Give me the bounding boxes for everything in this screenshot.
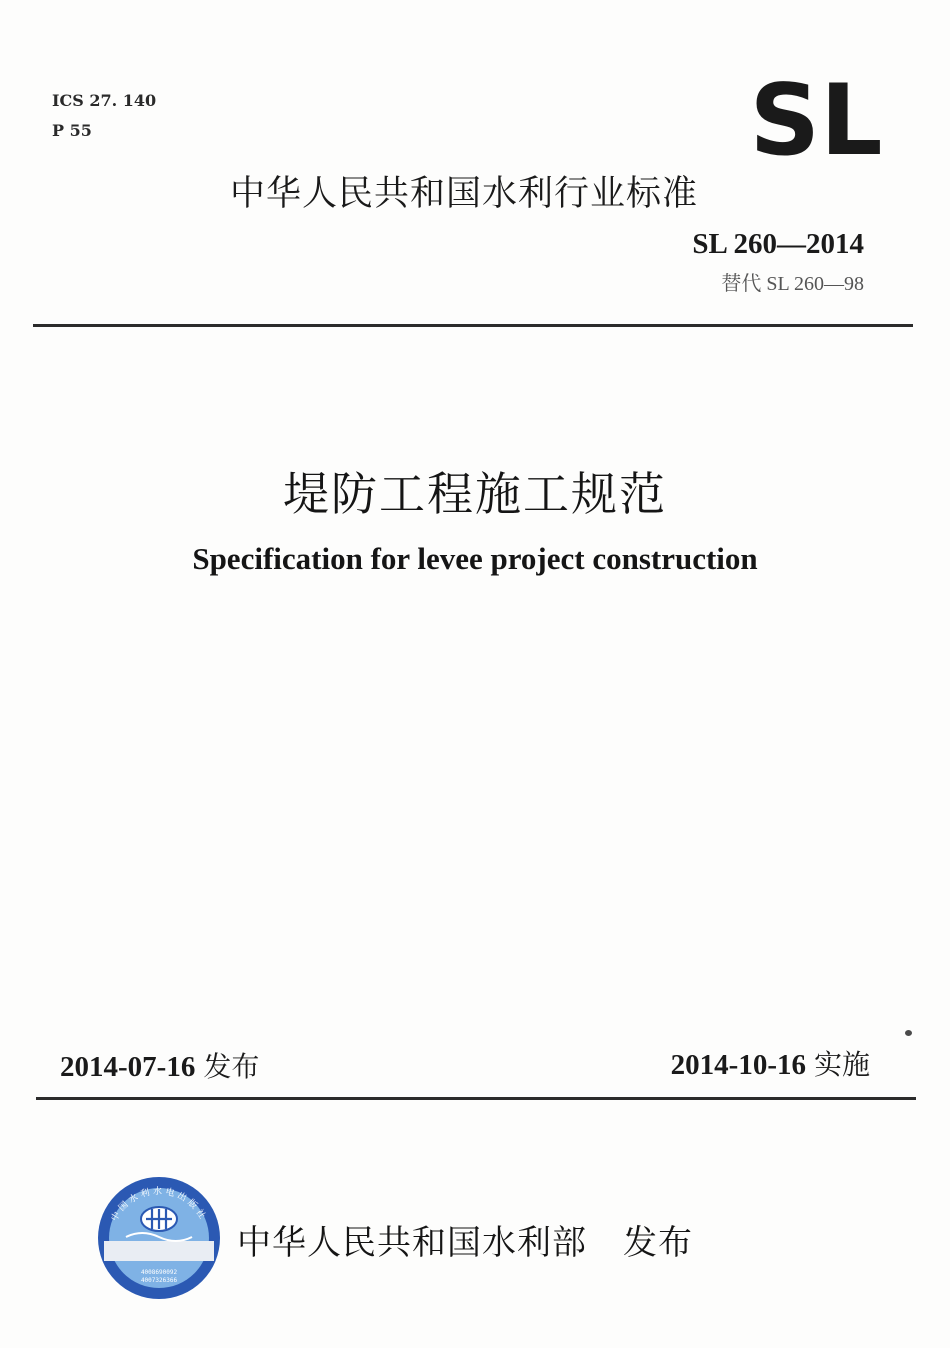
replaces-note: 替代 SL 260—98	[721, 273, 864, 295]
industry-standard-title: 中华人民共和国水利行业标准	[230, 174, 699, 214]
bottom-divider	[36, 1097, 916, 1100]
publisher-name: 中华人民共和国水利部	[237, 1223, 587, 1263]
issue-date-value: 2014-07-16	[60, 1051, 196, 1083]
effective-date-label: 实施	[813, 1048, 870, 1081]
effective-date-value: 2014-10-16	[670, 1049, 806, 1081]
publisher-seal-icon	[96, 1175, 222, 1301]
issue-date-label: 发布	[203, 1050, 260, 1083]
sl-logo	[740, 78, 892, 164]
title-english: Specification for levee project construction	[192, 541, 758, 576]
title-chinese: 堤防工程施工规范	[283, 467, 667, 521]
standard-number: SL 260—2014	[692, 228, 864, 260]
classification-codes	[52, 86, 156, 146]
effective-date	[671, 1043, 870, 1083]
issue-date	[60, 1045, 259, 1085]
sl-logo-text: SL	[749, 78, 883, 164]
publisher-line	[237, 1215, 693, 1264]
category-code: P 55	[52, 121, 92, 140]
seal-code-2: 4007326366	[140, 1277, 178, 1284]
publisher-action: 发布	[623, 1223, 693, 1263]
seal-code-1: 4008690092	[140, 1269, 178, 1276]
ics-code: ICS 27. 140	[52, 91, 157, 110]
print-speck	[905, 1030, 912, 1036]
top-divider	[33, 324, 913, 327]
seal-arc-text: 中国水利水电出版社	[109, 1187, 209, 1224]
